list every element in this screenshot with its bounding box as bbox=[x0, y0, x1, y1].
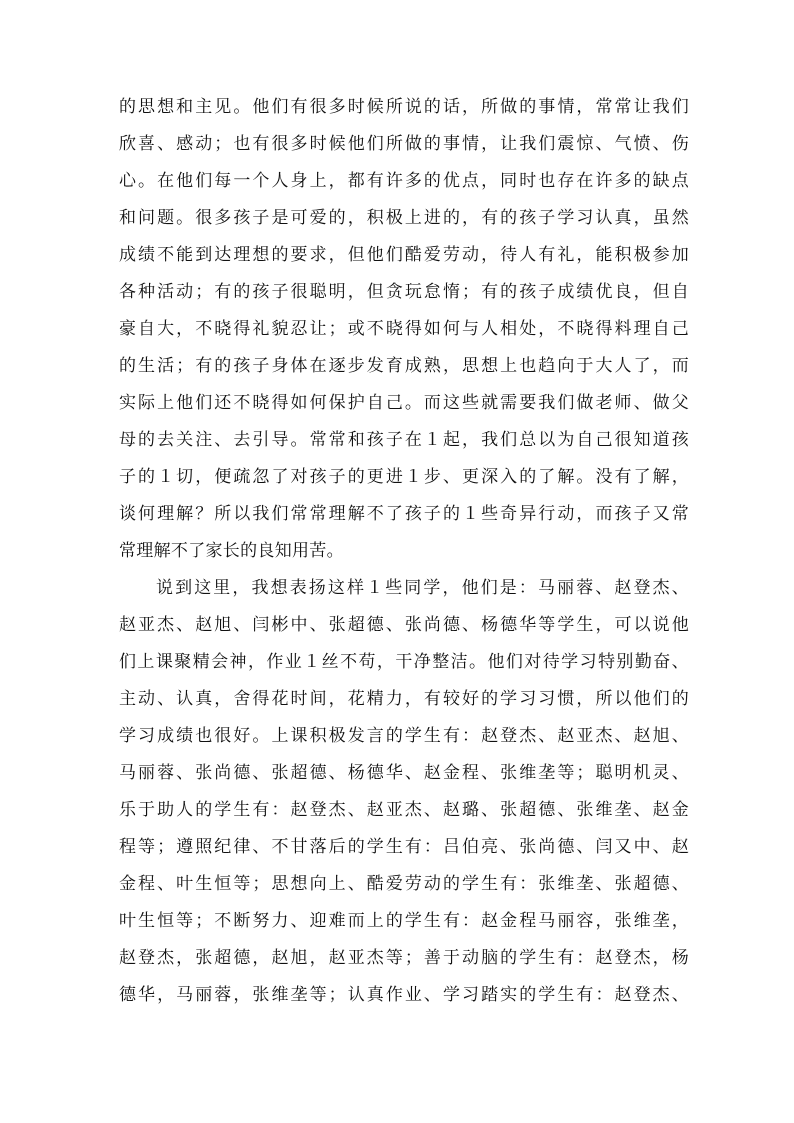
text-line: 学习成绩也很好。上课积极发言的学生有：赵登杰、赵亚杰、赵旭、 bbox=[119, 726, 689, 746]
text-line: 乐于助人的学生有：赵登杰、赵亚杰、赵璐、张超德、张维垄、赵金 bbox=[119, 800, 689, 820]
text-line: 赵亚杰、赵旭、闫彬中、张超德、张尚德、杨德华等学生，可以说他 bbox=[119, 615, 689, 635]
text-line: 心。在他们每一个人身上，都有许多的优点，同时也存在许多的缺点 bbox=[119, 171, 689, 191]
text-line: 赵登杰，张超德，赵旭，赵亚杰等；善于动脑的学生有：赵登杰，杨 bbox=[119, 948, 689, 968]
text-line: 的生活；有的孩子身体在逐步发育成熟，思想上也趋向于大人了，而 bbox=[119, 356, 689, 376]
text-line: 常理解不了家长的良知用苦。 bbox=[119, 541, 344, 561]
text-line: 欣喜、感动；也有很多时候他们所做的事情，让我们震惊、气愤、伤 bbox=[119, 134, 689, 154]
text-line: 谈何理解？所以我们常常理解不了孩子的１些奇异行动，而孩子又常 bbox=[119, 504, 689, 524]
text-line: 的思想和主见。他们有很多时候所说的话，所做的事情，常常让我们 bbox=[119, 97, 689, 117]
text-line: 们上课聚精会神，作业１丝不苟，干净整洁。他们对待学习特别勤奋、 bbox=[119, 652, 689, 672]
text-line: 各种活动；有的孩子很聪明，但贪玩怠惰；有的孩子成绩优良，但自 bbox=[119, 282, 689, 302]
body-text bbox=[119, 89, 689, 1014]
text-line: 主动、认真，舍得花时间，花精力，有较好的学习习惯，所以他们的 bbox=[119, 689, 689, 709]
text-line: 说到这里，我想表扬这样１些同学，他们是：马丽蓉、赵登杰、 bbox=[156, 578, 689, 598]
paragraph-2 bbox=[119, 570, 689, 1014]
text-line: 德华，马丽蓉，张维垄等；认真作业、学习踏实的学生有：赵登杰、 bbox=[119, 985, 689, 1005]
text-line: 成绩不能到达理想的要求，但他们酷爱劳动，待人有礼，能积极参加 bbox=[119, 245, 689, 265]
paragraph-1 bbox=[119, 89, 689, 570]
text-line: 马丽蓉、张尚德、张超德、杨德华、赵金程、张维垄等；聪明机灵、 bbox=[119, 763, 689, 783]
text-line: 豪自大，不晓得礼貌忍让；或不晓得如何与人相处，不晓得料理自己 bbox=[119, 319, 689, 339]
text-line: 程等；遵照纪律、不甘落后的学生有：吕伯亮、张尚德、闫又中、赵 bbox=[119, 837, 689, 857]
text-line: 和问题。很多孩子是可爱的，积极上进的，有的孩子学习认真，虽然 bbox=[119, 208, 689, 228]
text-line: 子的１切，便疏忽了对孩子的更进１步、更深入的了解。没有了解， bbox=[119, 467, 689, 487]
text-line: 叶生恒等；不断努力、迎难而上的学生有：赵金程马丽容，张维垄， bbox=[119, 911, 689, 931]
text-line: 实际上他们还不晓得如何保护自己。而这些就需要我们做老师、做父 bbox=[119, 393, 689, 413]
text-line: 母的去关注、去引导。常常和孩子在１起，我们总以为自己很知道孩 bbox=[119, 430, 689, 450]
text-line: 金程、叶生恒等；思想向上、酷爱劳动的学生有：张维垄、张超德、 bbox=[119, 874, 689, 894]
